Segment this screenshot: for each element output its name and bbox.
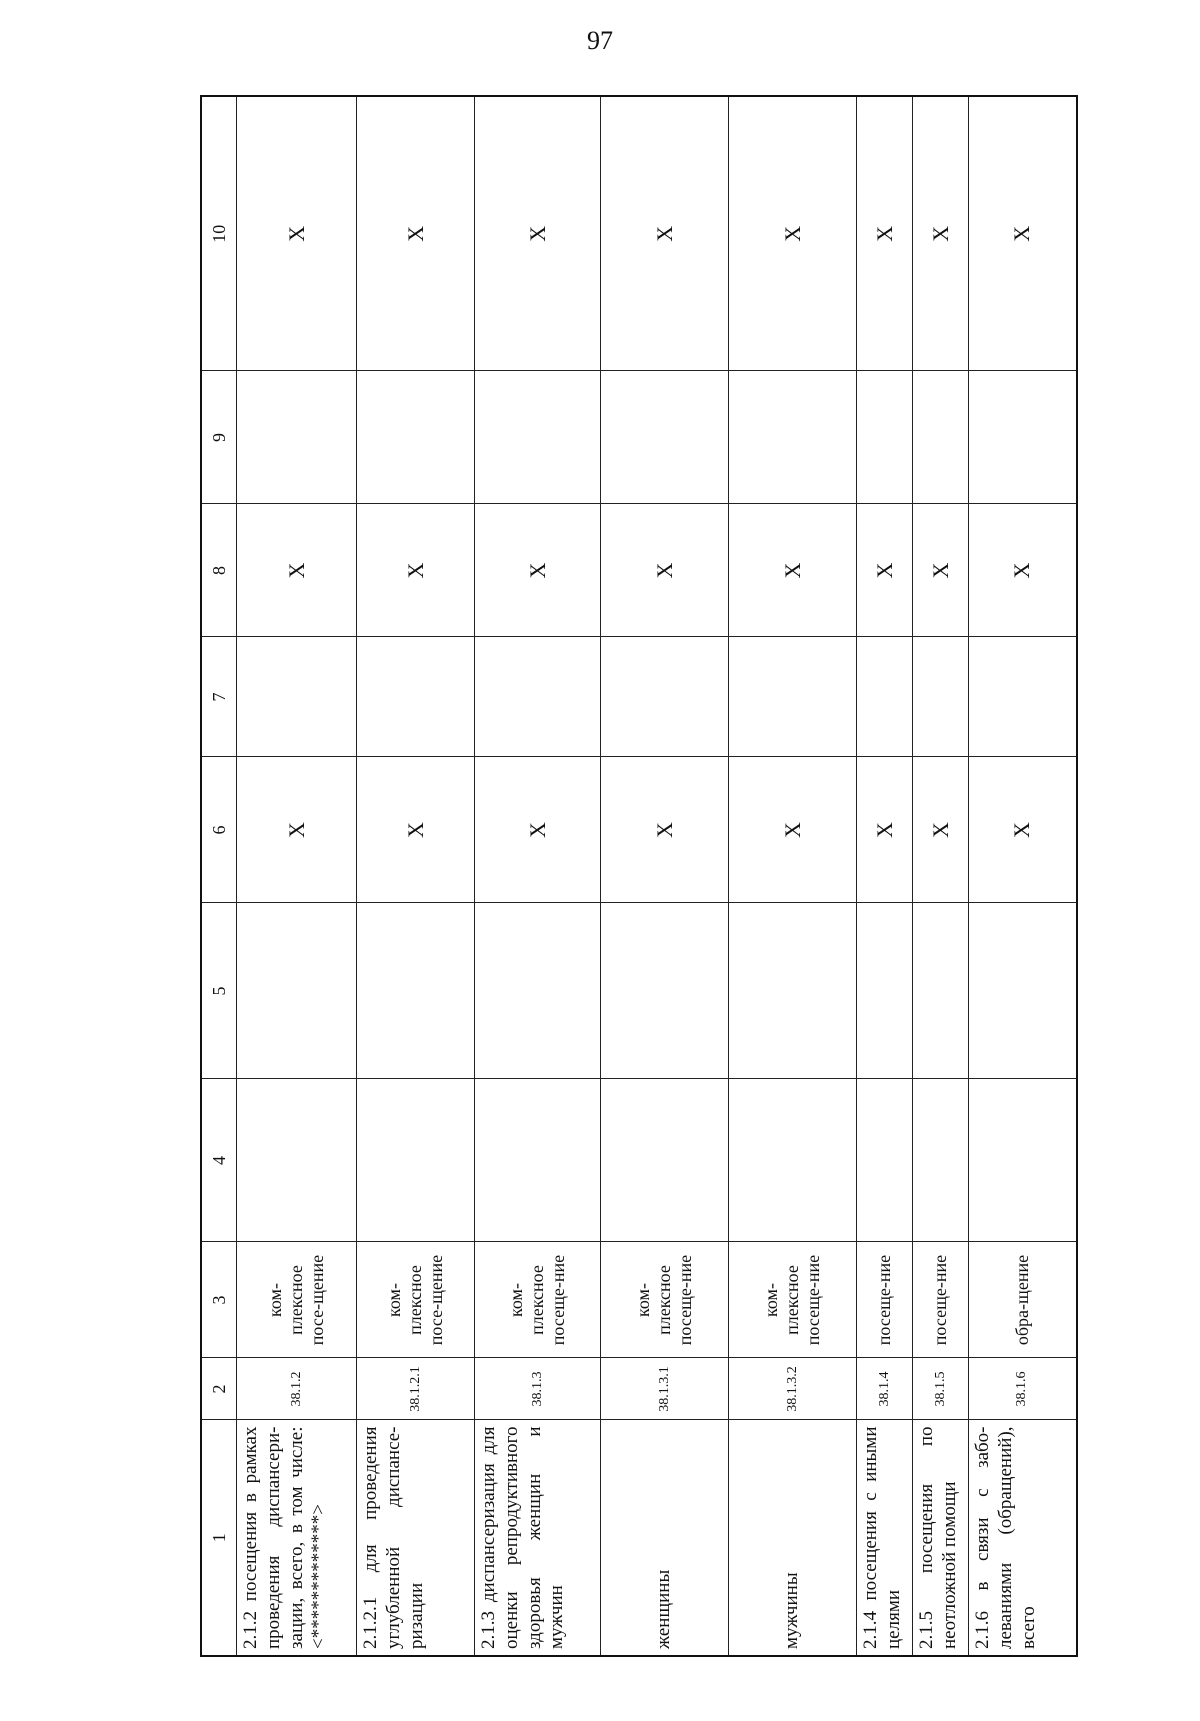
row-unit: обра-щение bbox=[969, 1242, 1077, 1358]
cell-col7 bbox=[729, 637, 857, 757]
cell-col9 bbox=[357, 371, 475, 504]
col-header-8: 8 bbox=[201, 504, 237, 637]
cell-col9 bbox=[857, 371, 913, 504]
row-code: 38.1.3.1 bbox=[601, 1358, 729, 1420]
row-code: 38.1.2 bbox=[237, 1358, 357, 1420]
col-header-7: 7 bbox=[201, 637, 237, 757]
row-code: 38.1.5 bbox=[913, 1358, 969, 1420]
row-code: 38.1.3 bbox=[475, 1358, 601, 1420]
cell-col7 bbox=[913, 637, 969, 757]
cell-col5 bbox=[857, 903, 913, 1079]
row-unit: ком-плексное посеще-ние bbox=[475, 1242, 601, 1358]
row-unit: ком-плексное посе-щение bbox=[357, 1242, 475, 1358]
table-row bbox=[729, 96, 857, 1656]
col-header-6: 6 bbox=[201, 757, 237, 903]
row-code: 38.1.2.1 bbox=[357, 1358, 475, 1420]
cell-col9 bbox=[237, 371, 357, 504]
cell-col8: X bbox=[237, 504, 357, 637]
cell-col6: X bbox=[857, 757, 913, 903]
cell-col6: X bbox=[237, 757, 357, 903]
row-name: мужчины bbox=[729, 1420, 857, 1656]
row-name: 2.1.2.1 для проведения углубленной диспансе-ризации bbox=[357, 1420, 475, 1656]
cell-col7 bbox=[357, 637, 475, 757]
cell-col7 bbox=[857, 637, 913, 757]
cell-col5 bbox=[237, 903, 357, 1079]
table-row bbox=[913, 96, 969, 1656]
cell-col10: X bbox=[357, 96, 475, 371]
cell-col4 bbox=[969, 1079, 1077, 1242]
cell-col9 bbox=[601, 371, 729, 504]
table-row bbox=[357, 96, 475, 1656]
cell-col8: X bbox=[969, 504, 1077, 637]
cell-col4 bbox=[475, 1079, 601, 1242]
header-row bbox=[201, 96, 237, 1656]
col-header-10: 10 bbox=[201, 96, 237, 371]
cell-col9 bbox=[969, 371, 1077, 504]
row-code: 38.1.3.2 bbox=[729, 1358, 857, 1420]
cell-col9 bbox=[475, 371, 601, 504]
cell-col8: X bbox=[913, 504, 969, 637]
cell-col5 bbox=[913, 903, 969, 1079]
cell-col8: X bbox=[475, 504, 601, 637]
row-unit: ком-плексное посеще-ние bbox=[729, 1242, 857, 1358]
cell-col8: X bbox=[729, 504, 857, 637]
cell-col6: X bbox=[729, 757, 857, 903]
row-name: 2.1.6 в связи с забо-леваниями (обращений), всего bbox=[969, 1420, 1077, 1656]
cell-col10: X bbox=[475, 96, 601, 371]
table-row bbox=[601, 96, 729, 1656]
table-row bbox=[237, 96, 357, 1656]
cell-col5 bbox=[969, 903, 1077, 1079]
cell-col6: X bbox=[913, 757, 969, 903]
cell-col4 bbox=[729, 1079, 857, 1242]
row-name: 2.1.4 посещения с иными целями bbox=[857, 1420, 913, 1656]
row-code: 38.1.4 bbox=[857, 1358, 913, 1420]
table-container bbox=[200, 97, 1076, 1657]
table-row bbox=[857, 96, 913, 1656]
cell-col10: X bbox=[969, 96, 1077, 371]
row-unit: посеще-ние bbox=[857, 1242, 913, 1358]
col-header-1: 1 bbox=[201, 1420, 237, 1656]
cell-col4 bbox=[237, 1079, 357, 1242]
row-name: 2.1.2 посещения в рамках проведения диспансери-зации, всего, в том числе: <*************> bbox=[237, 1420, 357, 1656]
cell-col5 bbox=[357, 903, 475, 1079]
col-header-3: 3 bbox=[201, 1242, 237, 1358]
cell-col6: X bbox=[475, 757, 601, 903]
row-unit: ком-плексное посеще-ние bbox=[601, 1242, 729, 1358]
cell-col10: X bbox=[237, 96, 357, 371]
col-header-5: 5 bbox=[201, 903, 237, 1079]
row-unit: посеще-ние bbox=[913, 1242, 969, 1358]
row-name: женщины bbox=[601, 1420, 729, 1656]
table-row bbox=[969, 96, 1077, 1656]
cell-col7 bbox=[969, 637, 1077, 757]
row-code: 38.1.6 bbox=[969, 1358, 1077, 1420]
cell-col4 bbox=[357, 1079, 475, 1242]
cell-col8: X bbox=[857, 504, 913, 637]
cell-col10: X bbox=[729, 96, 857, 371]
cell-col6: X bbox=[357, 757, 475, 903]
cell-col9 bbox=[729, 371, 857, 504]
page-number: 97 bbox=[587, 26, 613, 55]
col-header-2: 2 bbox=[201, 1358, 237, 1420]
cell-col5 bbox=[729, 903, 857, 1079]
cell-col10: X bbox=[913, 96, 969, 371]
cell-col7 bbox=[475, 637, 601, 757]
cell-col7 bbox=[237, 637, 357, 757]
row-name: 2.1.3 диспансеризация для оценки репродуктивного здоровья женщин и мужчин bbox=[475, 1420, 601, 1656]
cell-col4 bbox=[913, 1079, 969, 1242]
row-name: 2.1.5 посещения по неотложной помощи bbox=[913, 1420, 969, 1656]
col-header-9: 9 bbox=[201, 371, 237, 504]
table-row bbox=[475, 96, 601, 1656]
data-table bbox=[200, 95, 1078, 1657]
cell-col10: X bbox=[601, 96, 729, 371]
row-unit: ком-плексное посе-щение bbox=[237, 1242, 357, 1358]
rotated-table-frame bbox=[200, 97, 1076, 1657]
cell-col5 bbox=[475, 903, 601, 1079]
cell-col10: X bbox=[857, 96, 913, 371]
cell-col8: X bbox=[357, 504, 475, 637]
cell-col9 bbox=[913, 371, 969, 504]
cell-col6: X bbox=[601, 757, 729, 903]
cell-col4 bbox=[601, 1079, 729, 1242]
cell-col4 bbox=[857, 1079, 913, 1242]
cell-col8: X bbox=[601, 504, 729, 637]
cell-col6: X bbox=[969, 757, 1077, 903]
cell-col7 bbox=[601, 637, 729, 757]
col-header-4: 4 bbox=[201, 1079, 237, 1242]
cell-col5 bbox=[601, 903, 729, 1079]
